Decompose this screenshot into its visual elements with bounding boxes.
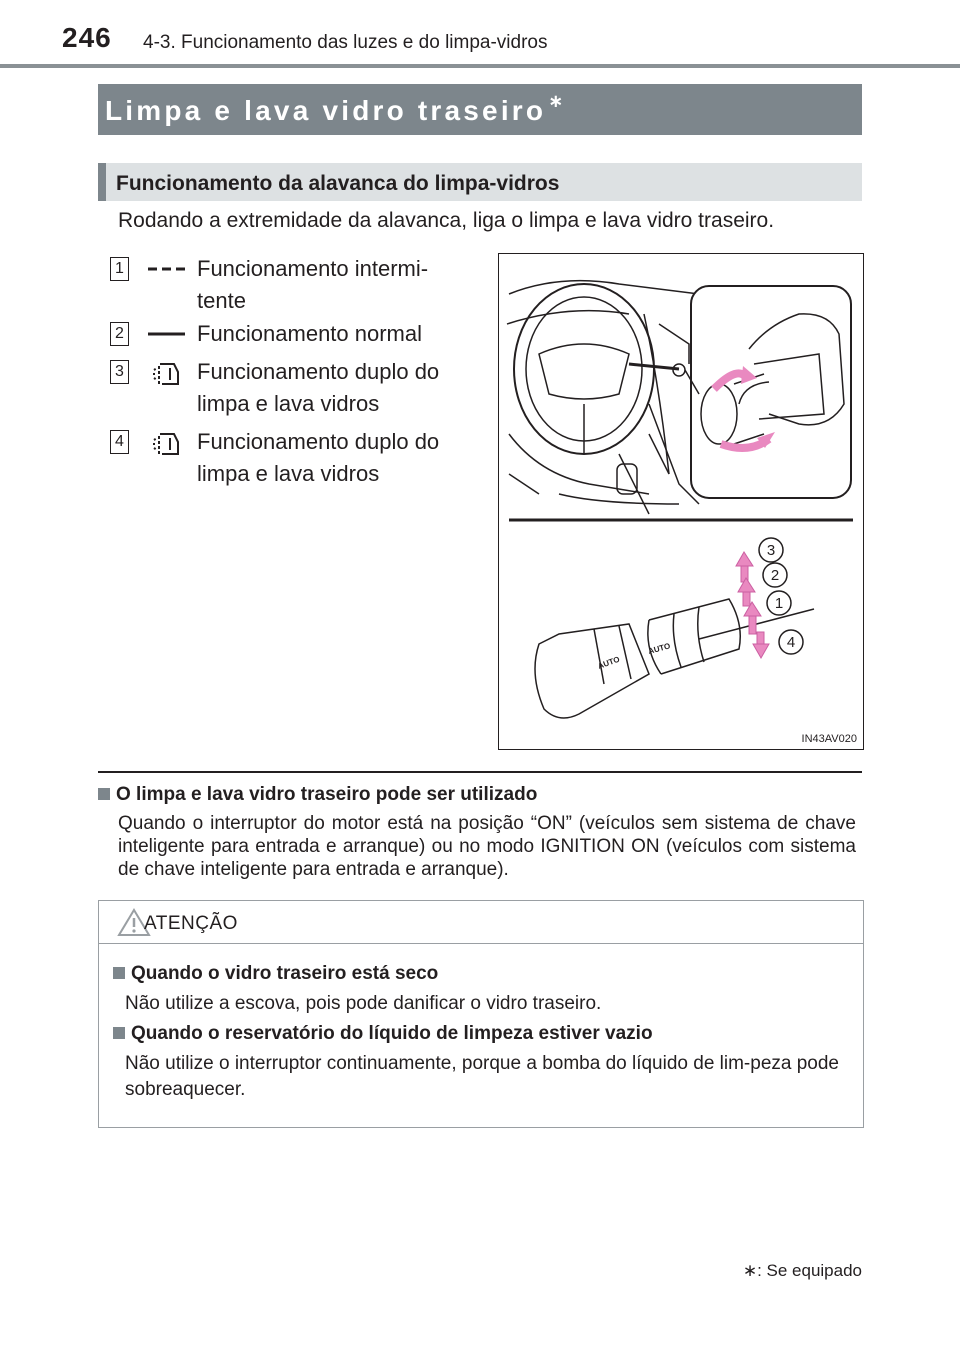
item-label-line: limpa e lava vidros: [197, 461, 380, 486]
note-heading-text: O limpa e lava vidro traseiro pode ser utilizado: [116, 784, 538, 805]
item-number: 2: [110, 322, 129, 346]
lever-label: AUTO: [596, 654, 621, 671]
callout-number: 1: [774, 595, 784, 612]
item-label: [197, 426, 497, 490]
item-label-line: Funcionamento duplo do: [197, 359, 440, 384]
square-bullet-icon: [113, 967, 125, 979]
footnote: [743, 1261, 862, 1281]
item-number: 3: [110, 360, 129, 384]
warning-item-heading-text: Quando o reservatório do líquido de limpeza estiver vazio: [131, 1023, 653, 1044]
warning-header-rule: [99, 943, 863, 944]
footnote-text: : Se equipado: [757, 1261, 862, 1280]
warning-box: [98, 900, 864, 1128]
item-label-line: Funcionamento intermi-: [197, 256, 429, 281]
warning-item-heading: [113, 963, 438, 985]
square-bullet-icon: [113, 1027, 125, 1039]
item-label-line: limpa e lava vidros: [197, 391, 380, 416]
washer-spray-icon: [148, 430, 190, 460]
item-label-line: Funcionamento normal: [197, 321, 423, 346]
note-heading: [98, 784, 537, 806]
asterisk-icon: ∗: [548, 91, 567, 111]
intro-paragraph: Rodando a extremidade da alavanca, liga o limpa e lava vidro traseiro.: [118, 209, 775, 232]
item-label: [197, 356, 497, 420]
subsection-accent-bar: [98, 163, 106, 201]
item-label: [197, 253, 497, 317]
header-rule: [0, 64, 960, 68]
warning-item-body: Não utilize o interruptor continuamente, porque a bomba do líquido de lim-peza pode sobreaquecer.: [125, 1053, 840, 1100]
lever-label: AUTO: [647, 641, 672, 656]
subsection-title: Funcionamento da alavanca do limpa-vidros: [116, 172, 560, 195]
item-label-line: Funcionamento duplo do: [197, 429, 440, 454]
wiper-lever-illustration: [498, 253, 864, 750]
warning-item-body: Não utilize a escova, pois pode danificar o vidro traseiro.: [125, 993, 602, 1014]
warning-item-heading-text: Quando o vidro traseiro está seco: [131, 963, 439, 984]
item-label: [197, 318, 497, 350]
note-body: Quando o interruptor do motor está na posição “ON” (veículos sem sistema de chave inteligente para entrada e arranque) ou no modo IGNITION ON (veículos com sistema de chave inteligente para entrada e arranque).: [118, 813, 856, 880]
callout-number: 3: [766, 542, 776, 559]
section-divider: [98, 771, 862, 773]
chapter-title: 4-3. Funcionamento das luzes e do limpa-vidros: [143, 32, 548, 53]
illustration-drawing: [499, 254, 863, 749]
warning-item-heading: [113, 1023, 653, 1045]
warning-title: ATENÇÃO: [144, 913, 238, 934]
asterisk-icon: ∗: [742, 1261, 758, 1280]
square-bullet-icon: [98, 788, 110, 800]
item-label-line: tente: [197, 288, 246, 313]
item-number: 1: [110, 257, 129, 281]
section-title-text: Limpa e lava vidro traseiro: [105, 95, 547, 126]
item-number: 4: [110, 430, 129, 454]
page-number: 246: [62, 22, 112, 53]
callout-number: 2: [770, 567, 780, 584]
callout-number: 4: [786, 634, 796, 651]
solid-line-icon: [148, 322, 190, 352]
washer-spray-icon: [148, 360, 190, 390]
section-title: [105, 91, 567, 127]
dashed-line-icon: [148, 257, 190, 287]
figure-code: IN43AV020: [801, 733, 857, 745]
